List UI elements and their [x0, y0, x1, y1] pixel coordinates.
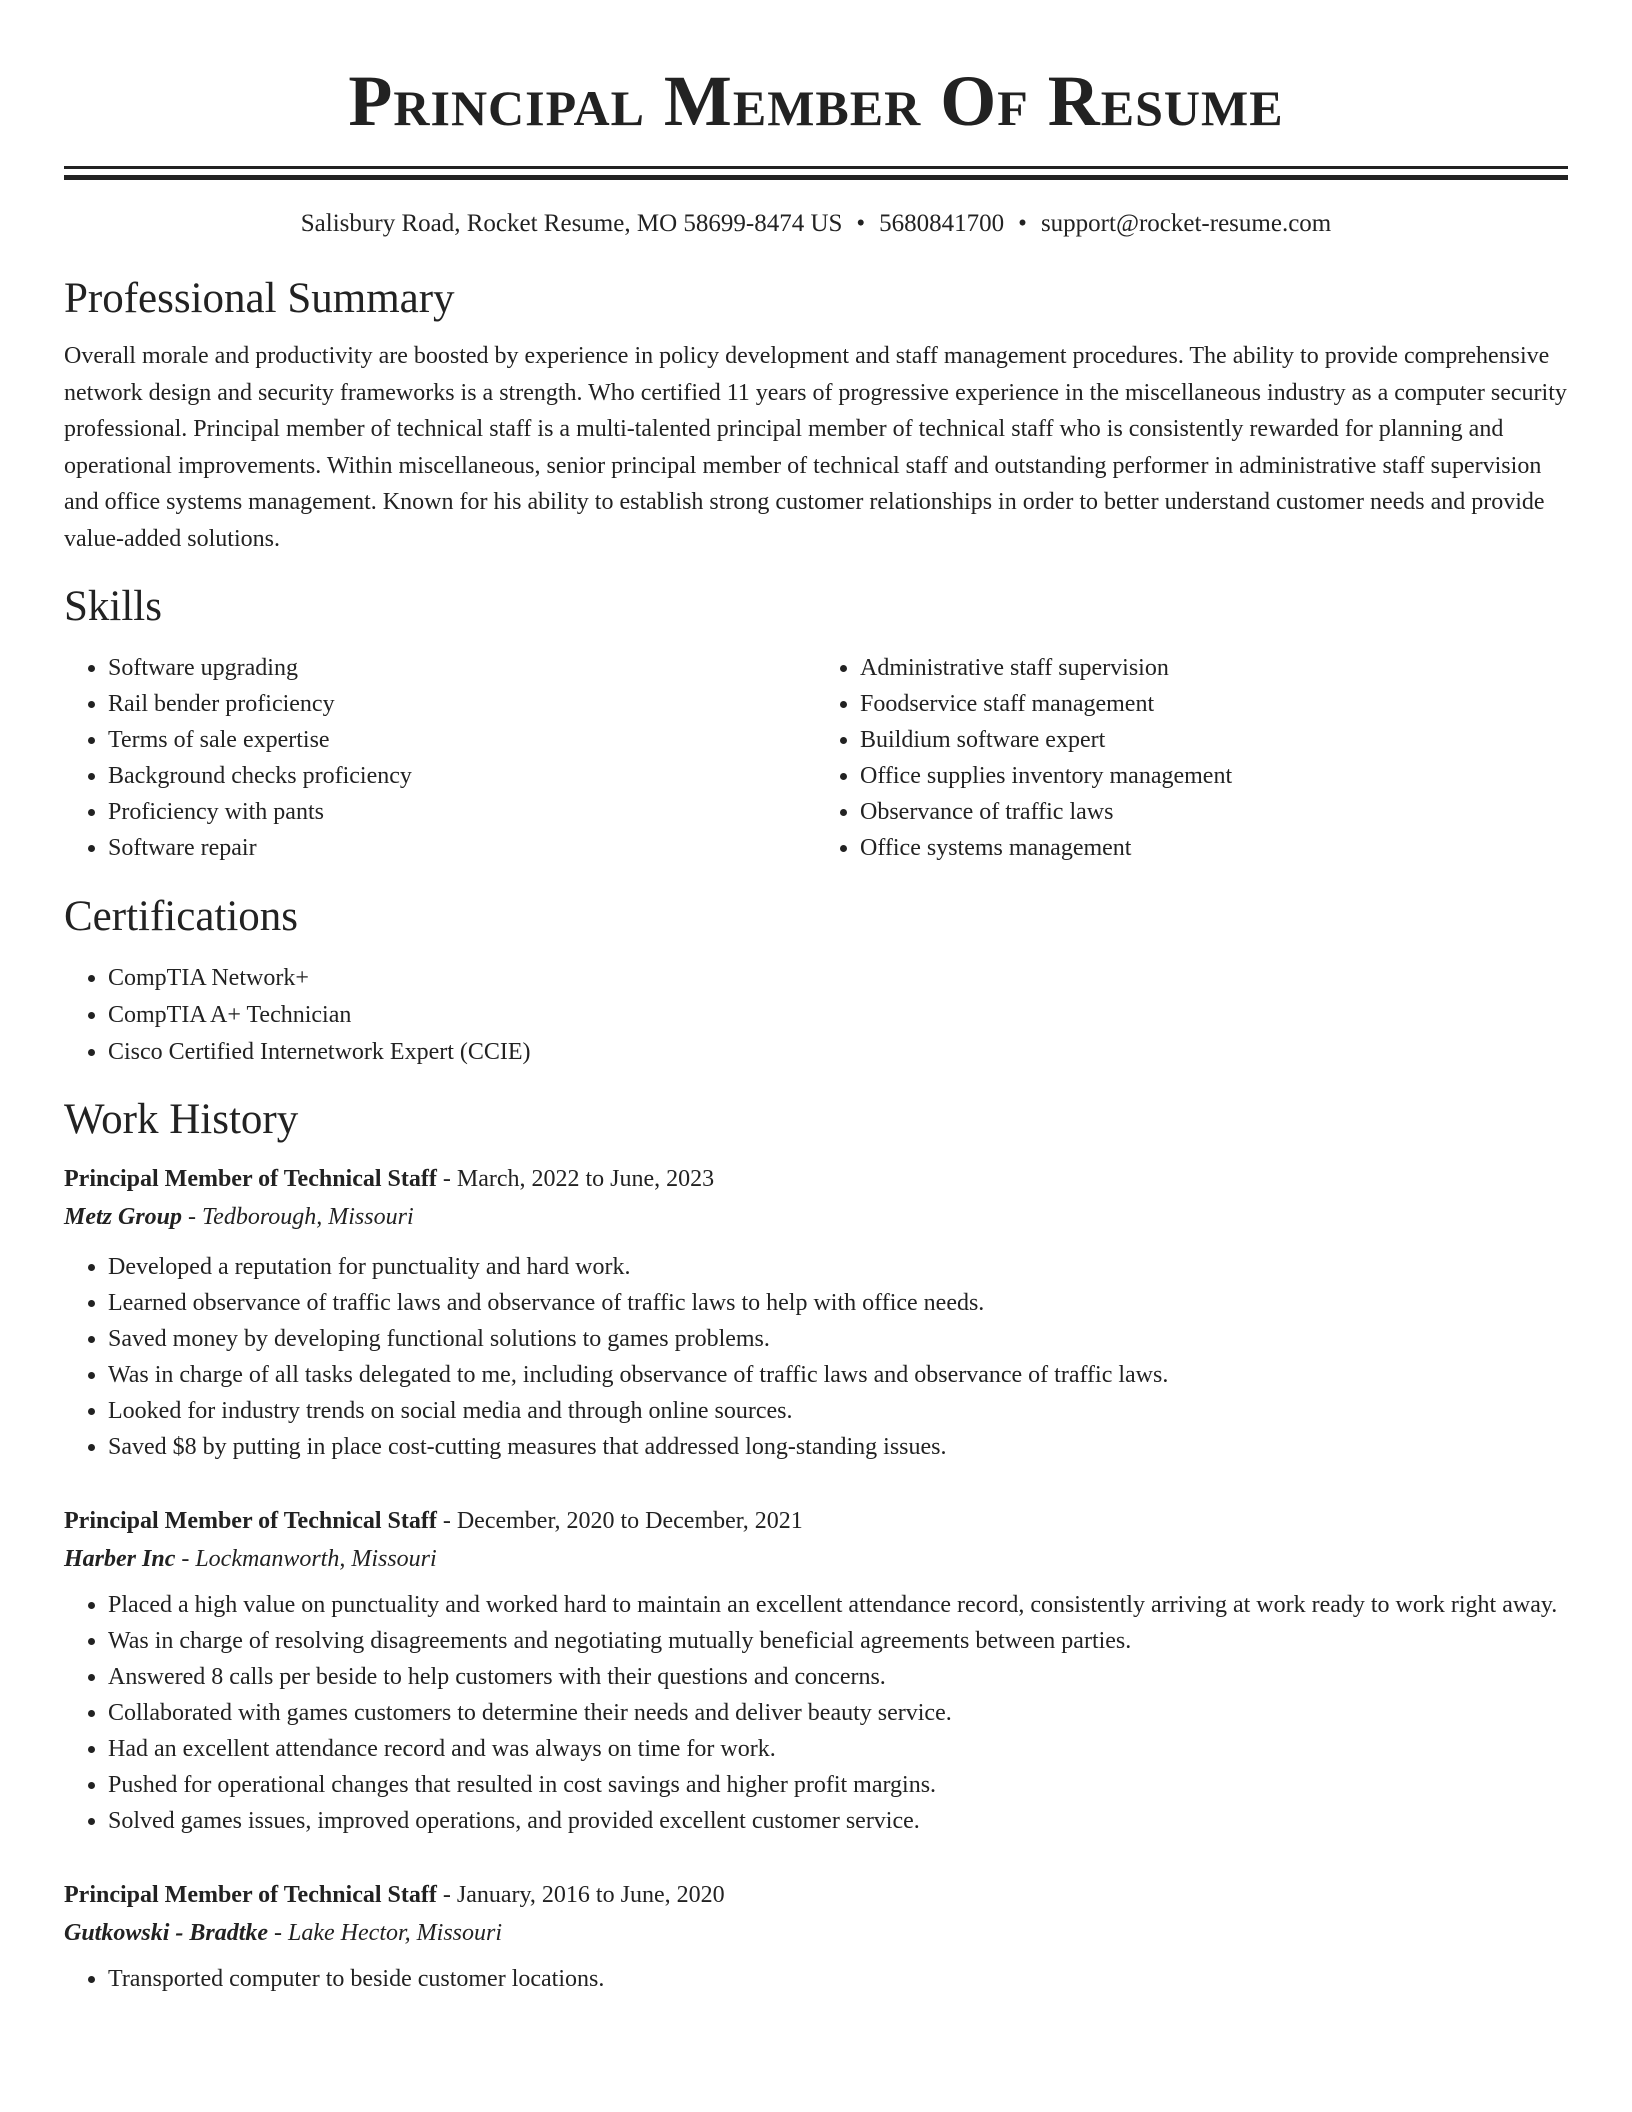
duty-item: • Transported computer to beside customer locations. — [108, 1961, 1568, 1997]
job-spacer — [64, 1465, 1568, 1481]
job-duties — [64, 1961, 1568, 1997]
duty-item: • Solved games issues, improved operations, and provided excellent customer service. — [108, 1803, 1568, 1839]
summary-heading: Professional Summary — [64, 275, 455, 322]
skill-item: • Terms of sale expertise — [108, 722, 816, 758]
job-location: - Tedborough, Missouri — [182, 1204, 414, 1230]
job-entry — [64, 1161, 1568, 1465]
skill-item: • Observance of traffic laws — [860, 794, 1568, 830]
job-company: Harber Inc — [64, 1546, 176, 1572]
duty-item: • Was in charge of all tasks delegated to me, including observance of traffic laws and observance of traffic laws. — [108, 1357, 1568, 1393]
duty-item: • Looked for industry trends on social media and through online sources. — [108, 1393, 1568, 1429]
contact-line — [64, 206, 1568, 242]
job-company-line — [64, 1913, 1568, 1953]
job-company-line — [64, 1197, 1568, 1237]
job-location: - Lake Hector, Missouri — [268, 1920, 503, 1946]
job-title: Principal Member of Technical Staff — [64, 1882, 437, 1908]
skill-item: • Buildium software expert — [860, 722, 1568, 758]
header-divider-top — [64, 166, 1568, 169]
skill-item: • Background checks proficiency — [108, 758, 816, 794]
skill-item: • Software repair — [108, 830, 816, 866]
job-duties — [64, 1587, 1568, 1839]
job-dates: - December, 2020 to December, 2021 — [436, 1508, 803, 1534]
duty-item: • Developed a reputation for punctuality and hard work. — [108, 1249, 1568, 1285]
job-title-line — [64, 1877, 1568, 1913]
job-dates: - March, 2022 to June, 2023 — [436, 1166, 715, 1192]
job-spacer — [64, 1839, 1568, 1855]
duty-item: • Learned observance of traffic laws and observance of traffic laws to help with office needs. — [108, 1285, 1568, 1321]
skills-list-left — [64, 650, 816, 866]
duty-item: • Was in charge of resolving disagreements and negotiating mutually beneficial agreements between parties. — [108, 1623, 1568, 1659]
header-divider-bottom — [64, 175, 1568, 180]
duty-item: • Answered 8 calls per beside to help customers with their questions and concerns. — [108, 1659, 1568, 1695]
skills-list-right — [816, 650, 1568, 866]
job-entry — [64, 1503, 1568, 1839]
certification-item: • Cisco Certified Internetwork Expert (CCIE) — [108, 1034, 1568, 1071]
certification-item: • CompTIA A+ Technician — [108, 997, 1568, 1034]
skills-heading: Skills — [64, 583, 162, 630]
skill-item: • Office supplies inventory management — [860, 758, 1568, 794]
work-history-heading: Work History — [64, 1096, 299, 1143]
skills-columns — [64, 650, 1568, 866]
job-location: - Lockmanworth, Missouri — [175, 1546, 437, 1572]
certifications-heading: Certifications — [64, 893, 299, 940]
duty-item: • Had an excellent attendance record and was always on time for work. — [108, 1731, 1568, 1767]
job-company: Metz Group — [64, 1204, 183, 1230]
duty-item: • Collaborated with games customers to determine their needs and deliver beauty service. — [108, 1695, 1568, 1731]
job-entry — [64, 1877, 1568, 1997]
contact-separator: • — [1018, 210, 1027, 237]
summary-text: Overall morale and productivity are boosted by experience in policy development and staff management procedures. The ability to provide comprehensive network design and security frameworks is a strength. Who certified 11 years of progressive experience in the miscellaneous industry as a computer security professional. Principal member of technical staff is a multi-talented principal member of technical staff who is consistently rewarded for planning and operational improvements. Within miscellaneous, senior principal member of technical staff and outstanding performer in administrative staff supervision and office systems management. Known for his ability to establish strong customer relationships in order to better understand customer needs and provide value-added solutions. — [64, 343, 1567, 552]
job-title: Principal Member of Technical Staff — [64, 1508, 437, 1534]
duty-item: • Placed a high value on punctuality and worked hard to maintain an excellent attendance record, consistently arriving at work ready to work right away. — [108, 1587, 1568, 1623]
certification-item: • CompTIA Network+ — [108, 960, 1568, 997]
certifications-list — [64, 960, 1568, 1071]
job-company: Gutkowski - Bradtke — [64, 1920, 269, 1946]
duty-item: • Saved $8 by putting in place cost-cutting measures that addressed long-standing issues. — [108, 1429, 1568, 1465]
skill-item: • Administrative staff supervision — [860, 650, 1568, 686]
skill-item: • Office systems management — [860, 830, 1568, 866]
skill-item: • Foodservice staff management — [860, 686, 1568, 722]
contact-separator: • — [856, 210, 866, 237]
contact-phone: 5680841700 — [879, 210, 1005, 237]
skill-item: • Proficiency with pants — [108, 794, 816, 830]
job-dates: - January, 2016 to June, 2020 — [436, 1882, 725, 1908]
duty-item: • Saved money by developing functional solutions to games problems. — [108, 1321, 1568, 1357]
resume-name: Principal Member Of Resume — [348, 61, 1284, 141]
job-title: Principal Member of Technical Staff — [64, 1166, 437, 1192]
job-title-line — [64, 1503, 1568, 1539]
skill-item: • Software upgrading — [108, 650, 816, 686]
contact-address: Salisbury Road, Rocket Resume, MO 58699-8474 US — [300, 210, 843, 237]
job-company-line — [64, 1539, 1568, 1579]
duty-item: • Pushed for operational changes that resulted in cost savings and higher profit margins. — [108, 1767, 1568, 1803]
job-title-line — [64, 1161, 1568, 1197]
skill-item: • Rail bender proficiency — [108, 686, 816, 722]
job-duties — [64, 1249, 1568, 1465]
contact-email: support@rocket-resume.com — [1040, 210, 1332, 237]
